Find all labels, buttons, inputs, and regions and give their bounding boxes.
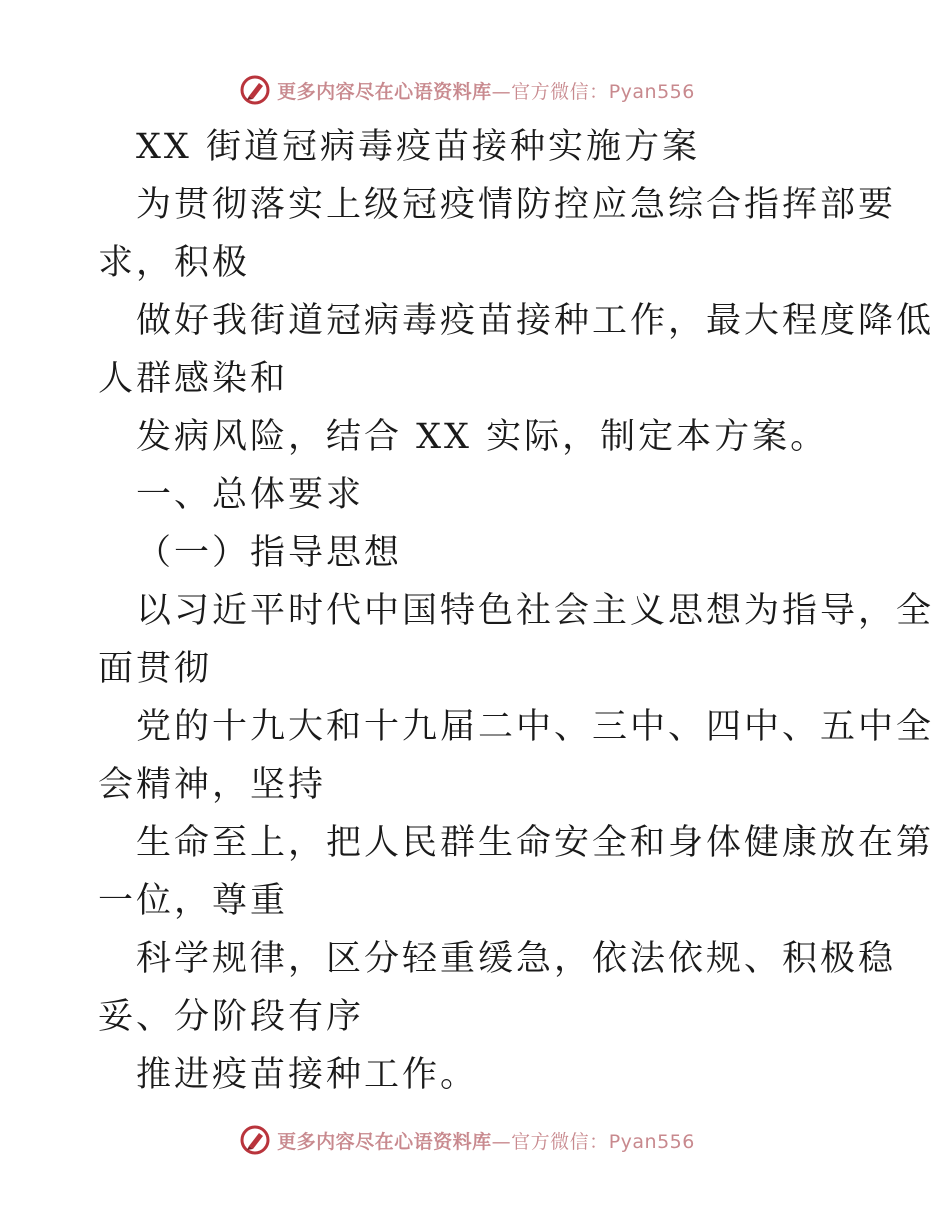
watermark-main-text: 更多内容尽在心语资料库: [277, 80, 492, 103]
watermark-footer: [0, 1122, 950, 1158]
watermark-wechat-id: Pyan556: [608, 80, 695, 103]
subsection-heading: （一）指导思想: [136, 533, 403, 573]
body-line: 求，积极: [98, 243, 251, 283]
pen-logo-icon: [239, 74, 271, 106]
body-line: 一位，尊重: [98, 881, 289, 921]
document-body: [98, 118, 935, 1104]
body-line: 以习近平时代中国特色社会主义思想为指导，全: [136, 591, 935, 631]
watermark-dash: —: [491, 80, 512, 103]
body-line: 做好我街道冠病毒疫苗接种工作，最大程度降低: [136, 301, 935, 341]
body-line: 科学规律，区分轻重缓急，依法依规、积极稳: [136, 939, 897, 979]
body-line: 人群感染和: [98, 359, 289, 399]
body-line: 会精神，坚持: [98, 765, 327, 805]
watermark-dash: —: [491, 1130, 512, 1153]
document-title: XX 街道冠病毒疫苗接种实施方案: [136, 127, 700, 167]
body-line: 为贯彻落实上级冠疫情防控应急综合指挥部要: [136, 185, 897, 225]
watermark-header: [0, 72, 950, 108]
watermark-wechat-label: 官方微信：: [511, 1130, 609, 1153]
watermark-main-text: 更多内容尽在心语资料库: [277, 1130, 492, 1153]
watermark-wechat-label: 官方微信：: [511, 80, 609, 103]
watermark-wechat-id: Pyan556: [608, 1130, 695, 1153]
body-line: 妥、分阶段有序: [98, 997, 365, 1037]
body-line: 生命至上，把人民群生命安全和身体健康放在第: [136, 823, 935, 863]
body-line: 面贯彻: [98, 649, 213, 689]
pen-logo-icon: [239, 1124, 271, 1156]
body-line: 党的十九大和十九届二中、三中、四中、五中全: [136, 707, 935, 747]
body-line: 发病风险，结合 XX 实际，制定本方案。: [136, 417, 829, 457]
body-line: 推进疫苗接种工作。: [136, 1055, 479, 1095]
section-heading: 一、总体要求: [136, 475, 365, 515]
